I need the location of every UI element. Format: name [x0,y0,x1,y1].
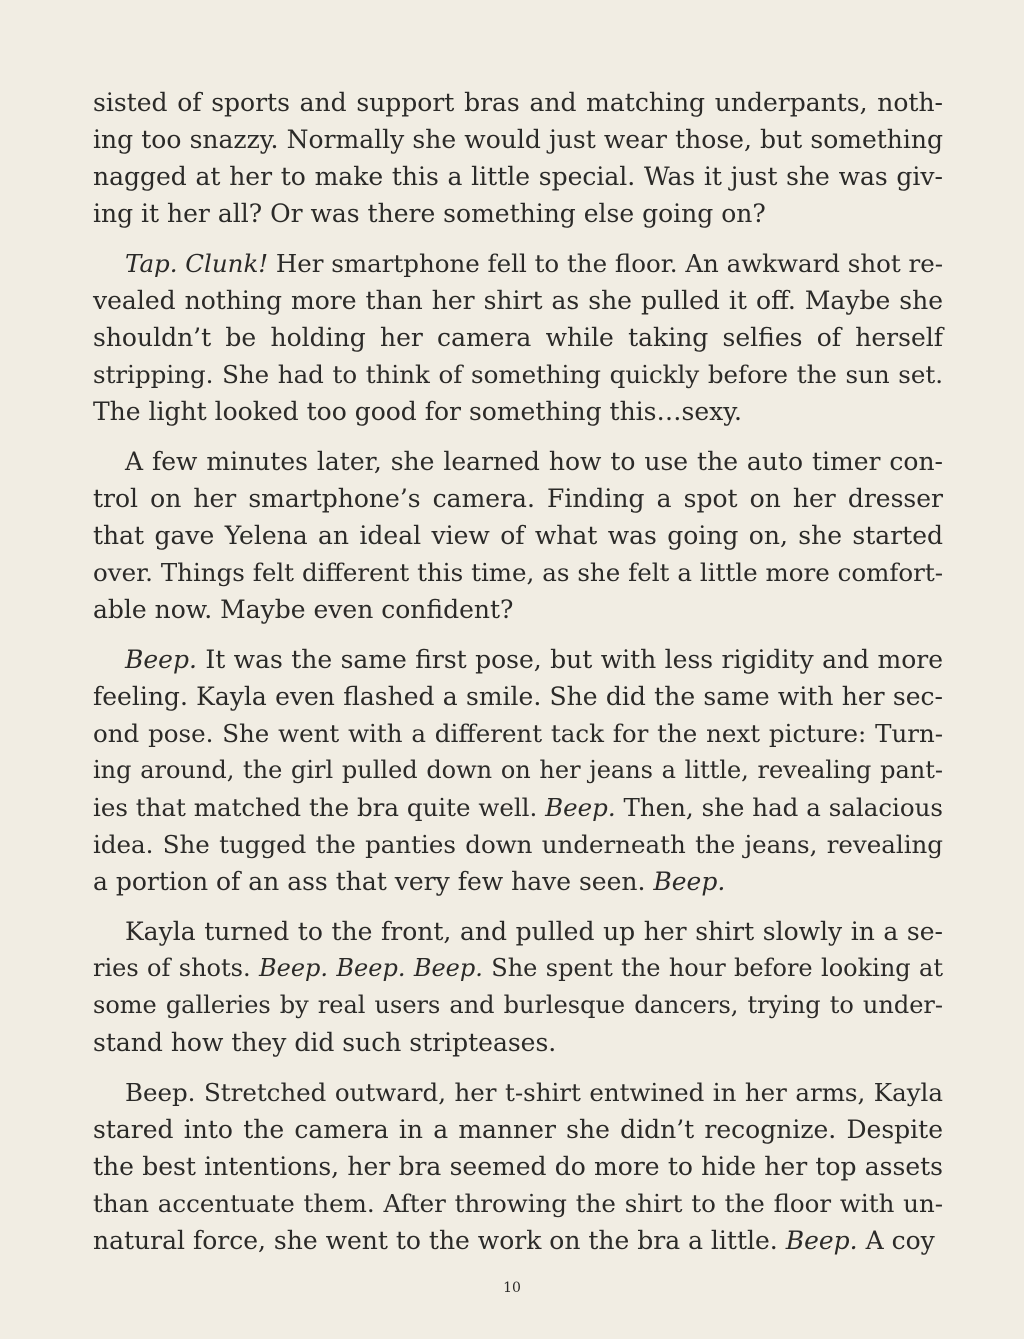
text-run: Kayla turned to the front, and pulled up her shirt slowly in a se- [125,917,943,946]
text-line [93,517,943,554]
text-run: shouldn’t be holding her camera while taking selfies of herself [93,323,943,352]
text-run: ies that matched the bra quite well. [93,793,546,822]
text-run: trol on her smartphone’s camera. Finding a spot on her dresser [93,484,943,513]
text-line [93,752,943,789]
text-run: The light looked too good for something this…sexy. [93,397,742,426]
text-run: A coy [857,1226,935,1255]
text-run: ing around, the girl pulled down on her jeans a little, revealing pant- [93,756,943,784]
text-line [93,789,943,826]
italic-text: Beep. Beep. Beep. [258,954,483,982]
text-run: ing it her all? Or was there something else going on? [93,199,766,228]
paragraph [93,443,943,628]
text-run: stripping. She had to think of something quickly before the sun set. [93,360,943,389]
text-run: ing too snazzy. Normally she would just wear those, but something [93,125,943,154]
italic-text: Beep. [545,793,616,822]
text-line [93,480,943,517]
text-run: It was the same first pose, but with less rigidity and more [196,645,943,674]
text-line [93,715,943,752]
text-run: ond pose. She went with a different tack for the next picture: Turn- [93,719,943,748]
text-line [93,1074,943,1111]
text-run: sisted of sports and support bras and matching underpants, noth- [93,88,943,117]
text-run: able now. Maybe even confident? [93,595,514,624]
text-line [93,1148,943,1185]
text-run: vealed nothing more than her shirt as she pulled it off. Maybe she [93,286,943,315]
paragraph [93,913,943,1061]
text-run: Beep. Stretched outward, her t-shirt entwined in her arms, Kayla [125,1078,943,1107]
body-text [93,84,943,1272]
text-line [93,1222,943,1259]
text-run: nagged at her to make this a little special. Was it just she was giv- [93,162,943,191]
text-run: than accentuate them. After throwing the shirt to the floor with un- [93,1189,943,1218]
paragraph [93,84,943,232]
text-line [93,554,943,591]
text-line [93,826,943,863]
paragraph [93,641,943,900]
text-line [93,987,943,1024]
page-number: 10 [503,1280,521,1296]
text-line [93,319,943,356]
text-line [93,282,943,319]
text-line [93,393,943,430]
text-line [93,1111,943,1148]
text-line [93,443,943,480]
text-line [93,84,943,121]
text-run: She spent the hour before looking at [482,954,943,982]
paragraph [93,1074,943,1259]
text-line [93,356,943,393]
text-run: idea. She tugged the panties down underneath the jeans, revealing [93,830,943,859]
text-run: A few minutes later, she learned how to use the auto timer con- [125,447,943,476]
italic-text: Beep. [125,645,197,674]
text-run: some galleries by real users and burlesque dancers, trying to under- [93,991,943,1019]
text-run: that gave Yelena an ideal view of what was going on, she started [93,521,943,550]
italic-text: Beep. [785,1226,858,1255]
text-run: ries of shots. [93,954,259,982]
text-run: stand how they did such stripteases. [93,1028,557,1057]
paragraph [93,245,943,430]
text-line [93,121,943,158]
text-run: over. Things felt different this time, as she felt a little more comfort- [93,558,943,587]
text-run: natural force, she went to the work on the bra a little. [93,1226,786,1255]
text-run: a portion of an ass that very few have seen. [93,867,654,896]
text-line [93,641,943,678]
text-line [93,913,943,950]
text-line [93,678,943,715]
text-line [93,1185,943,1222]
italic-text: Tap. Clunk! [125,249,269,278]
text-line [93,1024,943,1061]
text-run: Her smartphone fell to the floor. An awkward shot re- [268,249,943,278]
text-run: Then, she had a salacious [615,793,943,822]
text-line [93,158,943,195]
text-line [93,245,943,282]
text-line [93,591,943,628]
text-line [93,950,943,987]
italic-text: Beep. [653,867,726,896]
text-run: feeling. Kayla even flashed a smile. She did the same with her sec- [93,682,943,711]
text-line [93,195,943,232]
text-line [93,863,943,900]
text-run: the best intentions, her bra seemed do more to hide her top assets [93,1152,943,1181]
text-run: stared into the camera in a manner she didn’t recognize. Despite [93,1115,943,1144]
